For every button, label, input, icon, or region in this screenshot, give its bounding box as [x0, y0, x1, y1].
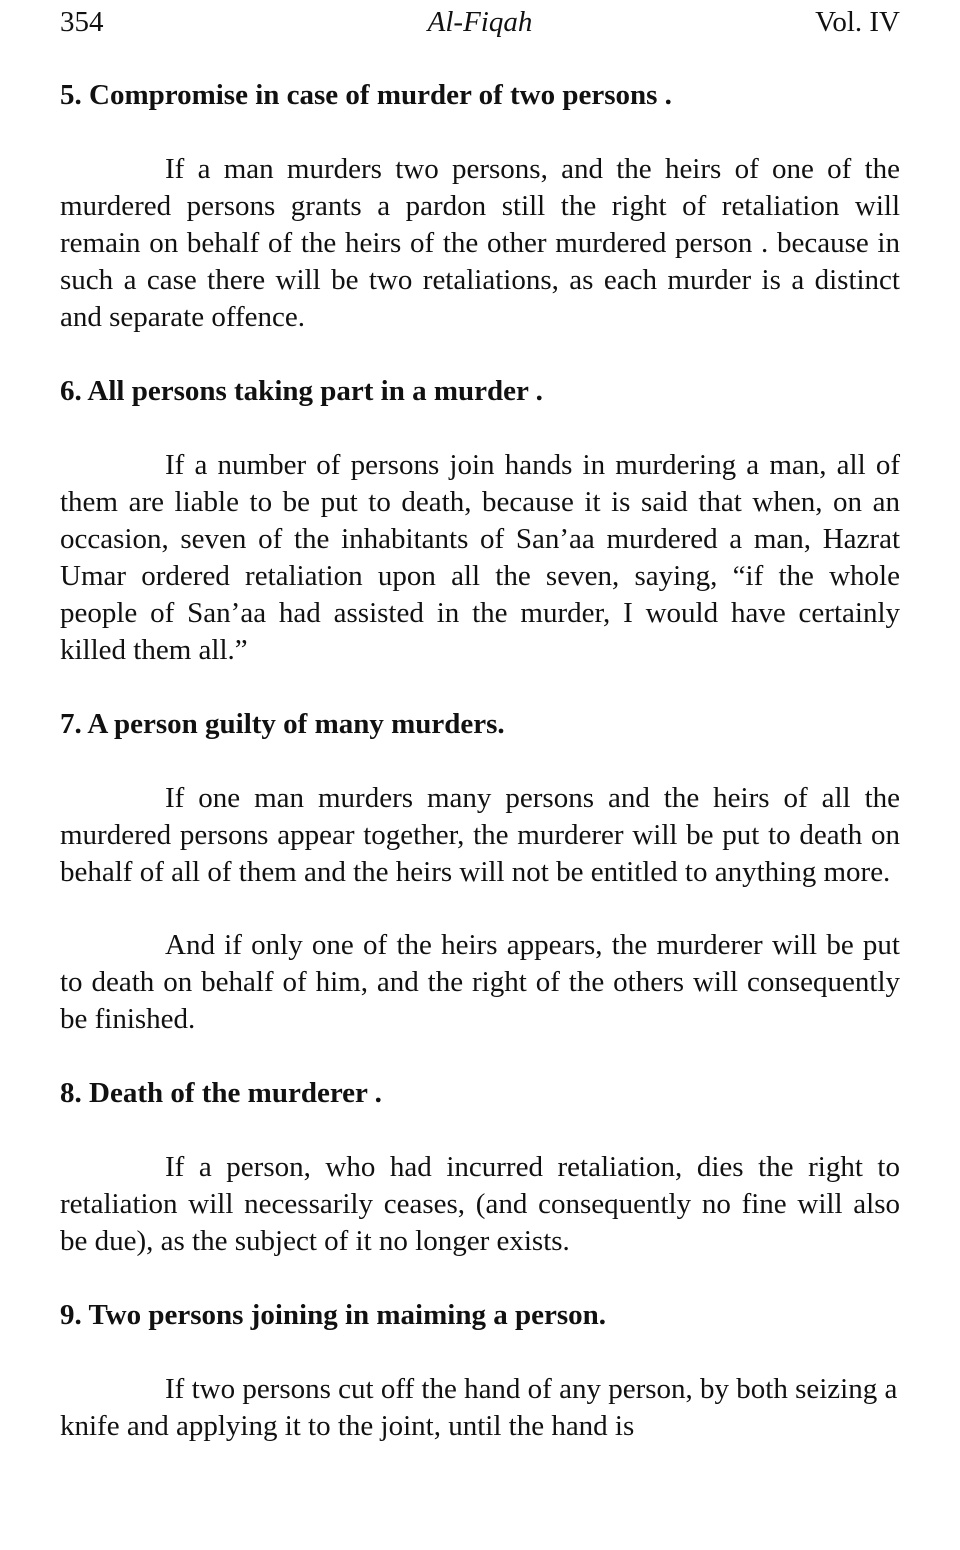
section-heading-5: 5. Compromise in case of murder of two persons .: [60, 79, 672, 111]
section-heading-7: 7. A person guilty of many murders.: [60, 708, 505, 740]
book-title: Al-Fiqah: [427, 6, 533, 38]
section-6-paragraph: If a number of persons join hands in murdering a man, all of them are liable to be put to death, because it is said that when, on an occasion, seven of the inhabitants of San’aa murdered a man, Hazrat Umar ordered retaliation upon all the seven, saying, “if the whole people of San’aa had assisted in the murder, I would have certainly killed them all.”: [60, 449, 900, 666]
section-heading-8: 8. Death of the murderer .: [60, 1077, 382, 1109]
section-heading-9: 9. Two persons joining in maiming a person.: [60, 1299, 606, 1331]
running-head: [60, 0, 900, 48]
page-number: 354: [60, 6, 104, 38]
section-7-paragraph-1: If one man murders many persons and the heirs of all the murdered persons appear together, the murderer will be put to death on behalf of all of them and the heirs will not be entitled to anything more.: [60, 782, 900, 888]
section-7-paragraph-2: And if only one of the heirs appears, the murderer will be put to death on behalf of him, and the right of the others will consequently be finished.: [60, 929, 900, 1035]
volume-label: Vol. IV: [815, 6, 900, 38]
section-5-paragraph: If a man murders two persons, and the heirs of one of the murdered persons grants a pardon still the right of retaliation will remain on behalf of the heirs of the other murdered person . because in such a case there will be two retaliations, as each murder is a distinct and separate offence.: [60, 153, 900, 333]
section-8-paragraph: If a person, who had incurred retaliation, dies the right to retaliation will necessarily ceases, (and consequently no fine will also be due), as the subject of it no longer exists.: [60, 1151, 900, 1257]
section-heading-6: 6. All persons taking part in a murder .: [60, 375, 543, 407]
section-9-paragraph: If two persons cut off the hand of any person, by both seizing a knife and applying it to the joint, until the hand is: [60, 1373, 898, 1442]
